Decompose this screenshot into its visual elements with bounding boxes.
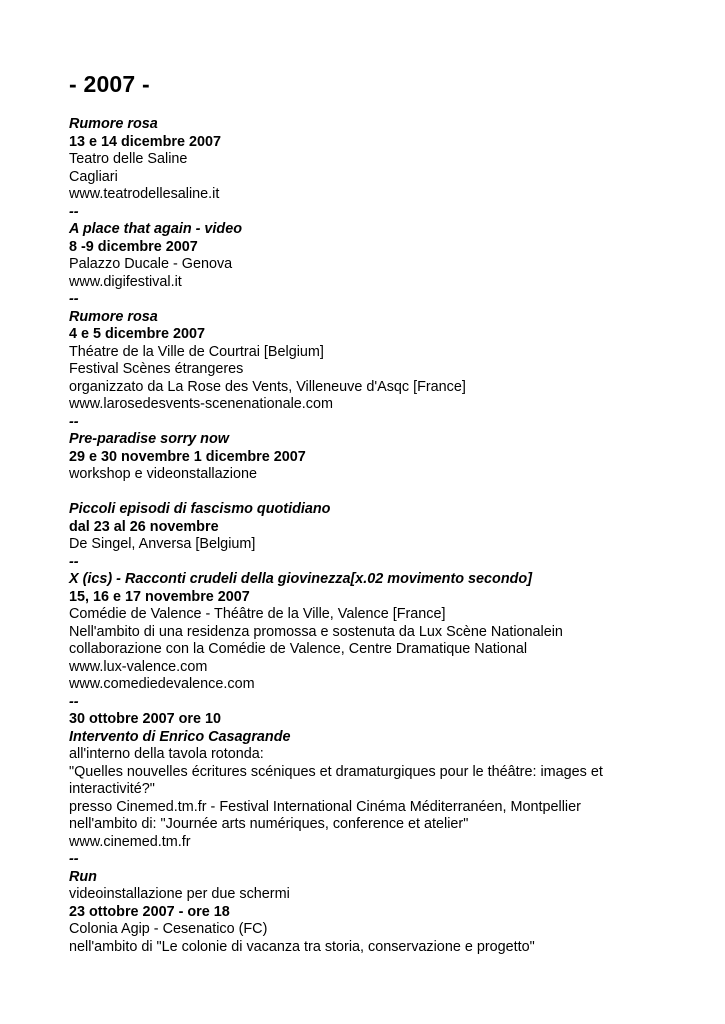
event-title: Run <box>69 868 97 885</box>
text-line: Festival Scènes étrangeres <box>69 361 244 377</box>
text-line: all'interno della tavola rotonda: <box>69 746 264 762</box>
blank-line <box>69 484 709 502</box>
event-date: 29 e 30 novembre 1 dicembre 2007 <box>69 448 306 465</box>
event-date: 30 ottobre 2007 ore 10 <box>69 711 221 727</box>
separator: -- <box>69 693 79 710</box>
website-link: www.teatrodellesaline.it <box>69 186 220 202</box>
text-line: collaborazione con la Comédie de Valence, Centre Dramatique National <box>69 641 528 657</box>
text-line: workshop e videonstallazione <box>69 466 257 482</box>
website-link: www.larosedesvents-scenenationale.com <box>69 396 333 412</box>
event-date: 15, 16 e 17 novembre 2007 <box>69 588 250 605</box>
separator: -- <box>69 553 79 570</box>
text-line: Nell'ambito di una residenza promossa e sostenuta da Lux Scène Nationalein <box>69 623 563 640</box>
text-line: Comédie de Valence - Théâtre de la Ville, Valence [France] <box>69 606 446 622</box>
event-title: Pre-paradise sorry now <box>69 431 229 447</box>
text-line: Cagliari <box>69 168 118 185</box>
separator: -- <box>69 203 79 220</box>
page-title: - 2007 - <box>69 71 150 97</box>
website-link: www.cinemed.tm.fr <box>69 833 191 850</box>
separator: -- <box>69 851 79 867</box>
event-date: 4 e 5 dicembre 2007 <box>69 326 206 342</box>
text-line: interactivité?" <box>69 781 155 797</box>
text-line: Teatro delle Saline <box>69 151 188 167</box>
event-title: Intervento di Enrico Casagrande <box>69 728 291 745</box>
event-date: dal 23 al 26 novembre <box>69 518 219 535</box>
event-title: A place that again - video <box>69 221 242 237</box>
text-line: videoinstallazione per due schermi <box>69 886 290 902</box>
event-list <box>69 116 709 956</box>
event-date: 13 e 14 dicembre 2007 <box>69 133 222 150</box>
text-line: nell'ambito di: "Journée arts numériques, conference et atelier" <box>69 816 469 832</box>
text-line: presso Cinemed.tm.fr - Festival International Cinéma Méditerranéen, Montpellier <box>69 798 581 815</box>
website-link: www.comediedevalence.com <box>69 676 255 692</box>
text-line: Palazzo Ducale - Genova <box>69 256 233 272</box>
event-date: 8 -9 dicembre 2007 <box>69 238 198 255</box>
document-page <box>69 70 709 956</box>
separator: -- <box>69 413 79 430</box>
text-line: Théatre de la Ville de Courtrai [Belgium] <box>69 343 324 360</box>
event-date: 23 ottobre 2007 - ore 18 <box>69 903 230 920</box>
text-line: nell'ambito di "Le colonie di vacanza tra storia, conservazione e progetto" <box>69 938 535 955</box>
event-title: X (ics) - Racconti crudeli della giovinezza[x.02 movimento secondo] <box>69 571 533 587</box>
event-title: Piccoli episodi di fascismo quotidiano <box>69 501 331 517</box>
event-title: Rumore rosa <box>69 116 158 132</box>
text-line: organizzato da La Rose des Vents, Villeneuve d'Asqc [France] <box>69 378 466 395</box>
separator: -- <box>69 291 79 307</box>
text-line: Colonia Agip - Cesenatico (FC) <box>69 921 268 937</box>
event-title: Rumore rosa <box>69 308 158 325</box>
text-line: "Quelles nouvelles écritures scéniques et dramaturgiques pour le théâtre: images et <box>69 763 603 780</box>
website-link: www.lux-valence.com <box>69 658 208 675</box>
text-line: De Singel, Anversa [Belgium] <box>69 536 256 552</box>
website-link: www.digifestival.it <box>69 273 182 290</box>
